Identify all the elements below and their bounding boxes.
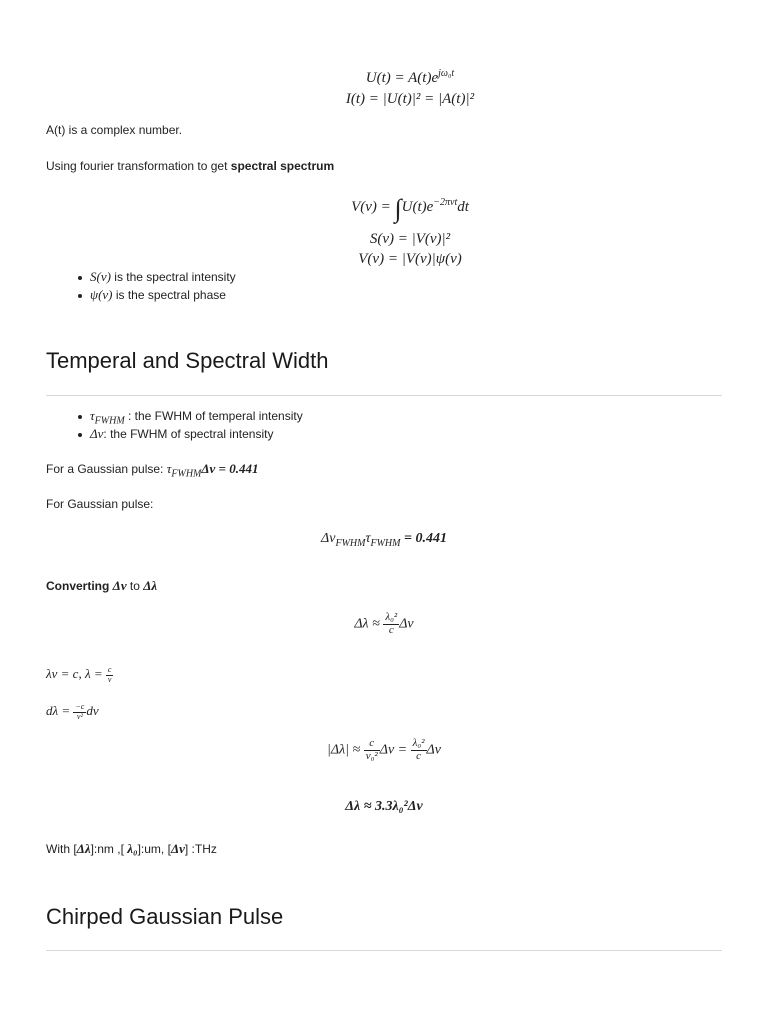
equation-spectral-intensity: S(ν) = |V(ν)|² <box>369 231 451 247</box>
text-complex-number: A(t) is a complex number. <box>46 123 183 137</box>
section-heading: Temperal and Spectral Width <box>46 348 329 373</box>
list-item: ψ(ν) is the spectral phase <box>78 287 226 303</box>
section-divider <box>46 950 722 951</box>
converting-label: Converting <box>46 579 113 593</box>
equation-fourier-transform: $V(\nu) = \int U(t)e^{-2\pi\nu t}dt$ <box>351 194 469 223</box>
text-for-gaussian: For Gaussian pulse: <box>46 497 154 511</box>
list-item: S(ν) is the spectral intensity <box>78 269 236 285</box>
equation-intensity: I(t) = |U(t)|² = |A(t)|² <box>345 91 475 107</box>
equation-abs-delta-lambda: |Δλ| ≈ $\frac{c}{\text{ν₀²}}$ Δν = $\frac{\text{λ₀²}}{c}$ Δν <box>327 737 441 762</box>
bullet-icon <box>78 433 82 437</box>
text-dlambda: dλ = $\frac{-c}{\text{ν²}}$ dν <box>46 702 99 721</box>
bullet-icon <box>78 415 82 419</box>
text-fourier-bold: spectral spectrum <box>230 159 335 173</box>
text-gaussian-product: For a Gaussian pulse: $\tau_{FWHM}\Delta\nu = 0.441$ <box>46 461 259 480</box>
section-divider <box>46 395 722 396</box>
equation-time-bandwidth: $\Delta\nu_{FWHM}\tau_{FWHM} = 0.441$ <box>321 531 447 549</box>
equation-delta-lambda-numeric: Δλ ≈ 3.3λ₀²Δν <box>345 799 423 814</box>
list-item: $\tau_{FWHM}$ : the FWHM of temperal intensity <box>78 408 303 426</box>
list-item: Δν: the FWHM of spectral intensity <box>78 426 273 442</box>
equation-delta-lambda: Δλ ≈ $\frac{\text{λ₀²}}{c}$ Δν <box>354 611 414 636</box>
text-fourier-prefix: Using fourier transformation to get <box>46 159 231 173</box>
bullet-icon <box>78 294 82 298</box>
text-lambda-nu: λν = c, λ = $\frac{c}{\nu}$ <box>46 665 112 684</box>
text-fourier <box>46 159 334 173</box>
text-units: With [Δλ]:nm ,[ λ₀]:um, [Δν] :THz <box>46 841 217 856</box>
text-converting: Converting Δν to Δλ <box>46 578 158 593</box>
bullet-icon <box>78 276 82 280</box>
equation-spectral-field: V(ν) = |V(ν)|ψ(ν) <box>358 251 462 267</box>
equation-field-definition: $U(t) = A(t)e^{j\omega_0t}$ <box>365 68 455 86</box>
section-heading: Chirped Gaussian Pulse <box>46 904 284 929</box>
